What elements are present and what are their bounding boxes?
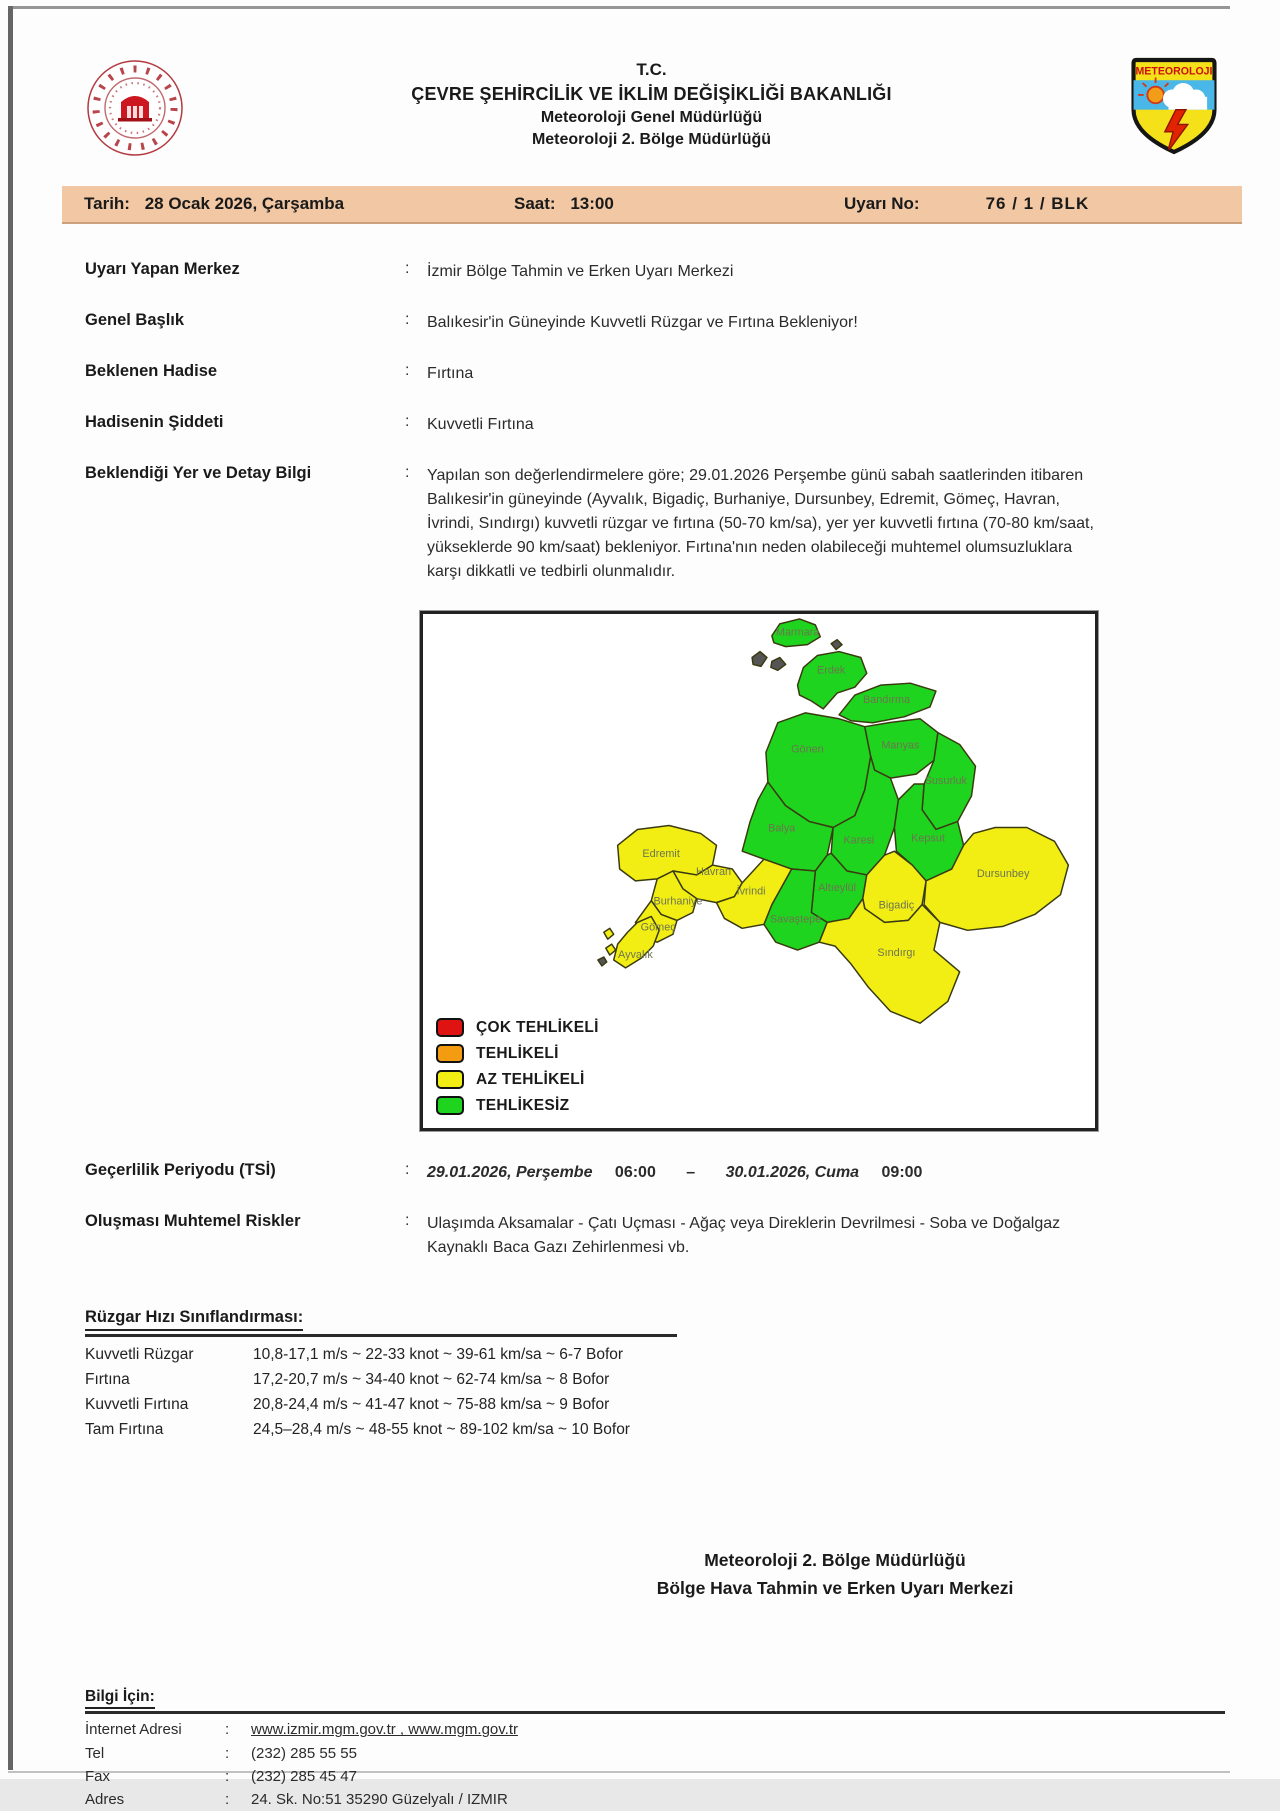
district-label: Burhaniye: [653, 895, 703, 908]
field-label: Genel Başlık: [85, 311, 185, 329]
legend-item: [436, 1070, 599, 1089]
wind-class-name: Fırtına: [85, 1371, 130, 1389]
district-label: Havran: [696, 865, 732, 878]
date-label: Tarih:: [84, 194, 130, 213]
field-detail-info: Beklendiği Yer ve Detay Bilgi : Yapılan son değerlendirmelere göre; 29.01.2026 Perşembe günü sabah saatlerinden itibaren Balıkesir'in güneyinde (Ayvalık, Bigadiç, Burhaniye, Dursunbey, Edremit, Gömeç, Havran, İvrindi, Sındırgı) kuvvetli rüzgar ve fırtına (50-70 km/sa), yer yer kuvvetli fırtına (70-80 km/saat, yükseklerde 90 km/saat) bekleniyor. Fırtına'nın neden olabileceği muhtemel olumsuzluklara karşı dikkatli ve tedbirli olunmalıdır.: [85, 464, 1220, 584]
district-label: Kepsut: [911, 832, 945, 845]
legend-label: TEHLİKESİZ: [476, 1096, 570, 1114]
footer-row-internet: İnternet Adresi : www.izmir.mgm.gov.tr , www.mgm.gov.tr: [85, 1718, 1220, 1741]
warning-map: [420, 611, 1098, 1131]
field-general-title: Genel Başlık : Balıkesir'in Güneyinde Kuvvetli Rüzgar ve Fırtına Bekleniyor!: [85, 311, 1220, 335]
header-regional-directorate: Meteoroloji 2. Bölge Müdürlüğü: [531, 131, 772, 148]
info-bar: [62, 186, 1242, 224]
legend-label: TEHLİKELİ: [476, 1044, 559, 1062]
footer-internet-address: www.izmir.mgm.gov.tr , www.mgm.gov.tr: [251, 1721, 518, 1739]
warning-fields: [85, 260, 1220, 584]
validity-end-time: 09:00: [881, 1164, 923, 1181]
warning-no-field: [844, 194, 1224, 214]
footer-label: Tel: [85, 1744, 105, 1762]
district-label: Sındırgı: [877, 947, 916, 960]
wind-table-title: Rüzgar Hızı Sınıflandırması:: [85, 1308, 303, 1331]
field-event-severity: Hadisenin Şiddeti : Kuvvetli Fırtına: [85, 413, 1220, 437]
wind-row: [85, 1392, 677, 1417]
district-label: Gönen: [791, 743, 824, 756]
footer-fax-value: (232) 285 45 47: [251, 1767, 357, 1785]
validity-start-date: 29.01.2026, Perşembe: [427, 1164, 593, 1181]
wind-table: [85, 1334, 677, 1442]
wind-class-name: Kuvvetli Fırtına: [85, 1396, 189, 1414]
wind-class-name: Kuvvetli Rüzgar: [85, 1346, 194, 1363]
district-label: Savaştepe: [769, 913, 822, 926]
islet: [598, 957, 607, 966]
wind-classification: [85, 1308, 1220, 1442]
ministry-logo-icon: [85, 58, 185, 158]
wind-class-spec: 20,8-24,4 m/s ~ 41-47 knot ~ 75-88 km/sa ~ 9 Bofor: [253, 1396, 610, 1414]
signature-line2: Bölge Hava Tahmin ve Erken Uyarı Merkezi: [656, 1578, 1014, 1599]
header-tc: T.C.: [636, 60, 667, 79]
islet: [771, 657, 786, 670]
signature-line1: Meteoroloji 2. Bölge Müdürlüğü: [704, 1550, 966, 1571]
footer-divider: [85, 1711, 1225, 1714]
legend-swatch-very-dangerous: [436, 1018, 464, 1037]
district-label: Karesi: [843, 834, 875, 847]
legend-item: [436, 1044, 599, 1063]
footer-tel-value: (232) 285 55 55: [251, 1744, 357, 1762]
footer-title: Bilgi İçin:: [85, 1688, 155, 1709]
field-issuing-center: Uyarı Yapan Merkez : İzmir Bölge Tahmin ve Erken Uyarı Merkezi: [85, 260, 1220, 284]
legend-item: [436, 1096, 599, 1115]
warning-no-label: Uyarı No:: [844, 194, 920, 213]
validity-label: Geçerlilik Periyodu (TSİ): [85, 1161, 276, 1179]
footer-label: Adres: [85, 1791, 125, 1809]
validity-start-time: 06:00: [614, 1164, 656, 1181]
signature-block: [535, 1546, 1135, 1602]
field-expected-event: Beklenen Hadise : Fırtına: [85, 362, 1220, 386]
date-field: [84, 194, 514, 214]
district-label: Balya: [768, 822, 796, 835]
meteorology-logo-text: METEOROLOJI: [1135, 65, 1213, 78]
wind-row: [85, 1367, 677, 1392]
wind-row: [85, 1342, 677, 1367]
wind-class-spec: 17,2-20,7 m/s ~ 34-40 knot ~ 62-74 km/sa ~ 8 Bofor: [253, 1371, 610, 1389]
legend-item: [436, 1018, 599, 1037]
district-label: Bigadiç: [878, 899, 915, 912]
legend-label: AZ TEHLİKELİ: [476, 1070, 585, 1088]
district-label: Bandırma: [862, 693, 911, 706]
islet: [606, 944, 616, 955]
legend-swatch-safe: [436, 1096, 464, 1115]
time-field: [514, 194, 844, 214]
field-label: Uyarı Yapan Merkez: [85, 260, 240, 278]
contact-footer: [85, 1688, 1220, 1811]
district-label: Edremit: [642, 848, 680, 861]
risks-value: Ulaşımda Aksamalar - Çatı Uçması - Ağaç veya Direklerin Devrilmesi - Soba ve Doğalgaz Kaynaklı Baca Gazı Zehirlenmesi vb.: [427, 1215, 1061, 1256]
footer-address-value: 24. Sk. No:51 35290 Güzelyalı / IZMIR: [251, 1791, 508, 1809]
footer-label: Fax: [85, 1767, 111, 1785]
time-label: Saat:: [514, 194, 556, 213]
validity-separator: –: [686, 1164, 696, 1181]
footer-row-adres: Adres : 24. Sk. No:51 35290 Güzelyalı / IZMIR: [85, 1788, 1220, 1811]
field-value: Fırtına: [427, 365, 474, 382]
district-label: Manyas: [881, 739, 920, 752]
validity-period-row: Geçerlilik Periyodu (TSİ) : 29.01.2026, Perşembe 06:00 – 30.01.2026, Cuma 09:00: [85, 1161, 1220, 1185]
header-directorate: Meteoroloji Genel Müdürlüğü: [540, 109, 763, 126]
district-label: Susurluk: [924, 775, 967, 788]
islet: [604, 928, 614, 939]
district-label: Gömeç: [640, 921, 676, 934]
district-label: Altıeylül: [818, 881, 857, 894]
risks-label: Oluşması Muhtemel Riskler: [85, 1212, 301, 1230]
legend-label: ÇOK TEHLİKELİ: [476, 1018, 599, 1036]
header-titles: [185, 52, 1118, 149]
validity-end-date: 30.01.2026, Cuma: [725, 1164, 860, 1181]
warning-no-value: 76 / 1 / BLK: [985, 194, 1090, 213]
validity-value: [427, 1161, 1099, 1185]
islet: [752, 652, 767, 667]
time-value: 13:00: [570, 194, 614, 213]
field-label: Hadisenin Şiddeti: [85, 413, 224, 431]
district-label: Ayvalık: [618, 948, 653, 961]
field-value: İzmir Bölge Tahmin ve Erken Uyarı Merkezi: [427, 263, 734, 280]
wind-class-name: Tam Fırtına: [85, 1421, 164, 1439]
district-label: Marmara: [775, 626, 820, 639]
date-value: 28 Ocak 2026, Çarşamba: [144, 194, 345, 213]
footer-row-tel: Tel : (232) 285 55 55: [85, 1742, 1220, 1765]
meteorology-shield-icon: [1128, 52, 1220, 160]
islet: [831, 640, 842, 650]
field-label: Beklenen Hadise: [85, 362, 218, 380]
field-value: Kuvvetli Fırtına: [427, 416, 534, 433]
header-ministry: ÇEVRE ŞEHİRCİLİK VE İKLİM DEĞİŞİKLİĞİ BAKANLIĞI: [411, 84, 892, 104]
wind-row: [85, 1417, 677, 1442]
possible-risks-row: Oluşması Muhtemel Riskler : Ulaşımda Aksamalar - Çatı Uçması - Ağaç veya Direklerin Devrilmesi - Soba ve Doğalgaz Kaynaklı Baca Gazı Zehirlenmesi vb.: [85, 1212, 1220, 1260]
district-label: Erdek: [816, 664, 846, 677]
field-value: Balıkesir'in Güneyinde Kuvvetli Rüzgar ve Fırtına Bekleniyor!: [427, 314, 858, 331]
wind-class-spec: 24,5–28,4 m/s ~ 48-55 knot ~ 89-102 km/sa ~ 10 Bofor: [253, 1421, 630, 1439]
map-legend: [436, 1011, 599, 1115]
document-header: [85, 52, 1220, 160]
footer-label: İnternet Adresi: [85, 1721, 182, 1739]
legend-swatch-less-dangerous: [436, 1070, 464, 1089]
field-value: Yapılan son değerlendirmelere göre; 29.01.2026 Perşembe günü sabah saatlerinden itibaren Balıkesir'in güneyinde (Ayvalık, Bigadiç, Burhaniye, Dursunbey, Edremit, Gömeç, Havran, İvrindi, Sındırgı) kuvvetli rüzgar ve fırtına (50-70 km/sa), yer yer kuvvetli fırtına (70-80 km/saat, yükseklerde 90 km/saat) bekleniyor. Fırtına'nın neden olabileceği muhtemel olumsuzluklara karşı dikkatli ve tedbirli olunmalıdır.: [427, 467, 1094, 580]
footer-row-fax: Fax : (232) 285 45 47: [85, 1765, 1220, 1788]
wind-class-spec: 10,8-17,1 m/s ~ 22-33 knot ~ 39-61 km/sa ~ 6-7 Bofor: [253, 1346, 624, 1363]
field-label: Beklendiği Yer ve Detay Bilgi: [85, 464, 312, 482]
district-label: İvrindi: [736, 885, 766, 898]
legend-swatch-dangerous: [436, 1044, 464, 1063]
district-label: Dursunbey: [976, 867, 1030, 880]
